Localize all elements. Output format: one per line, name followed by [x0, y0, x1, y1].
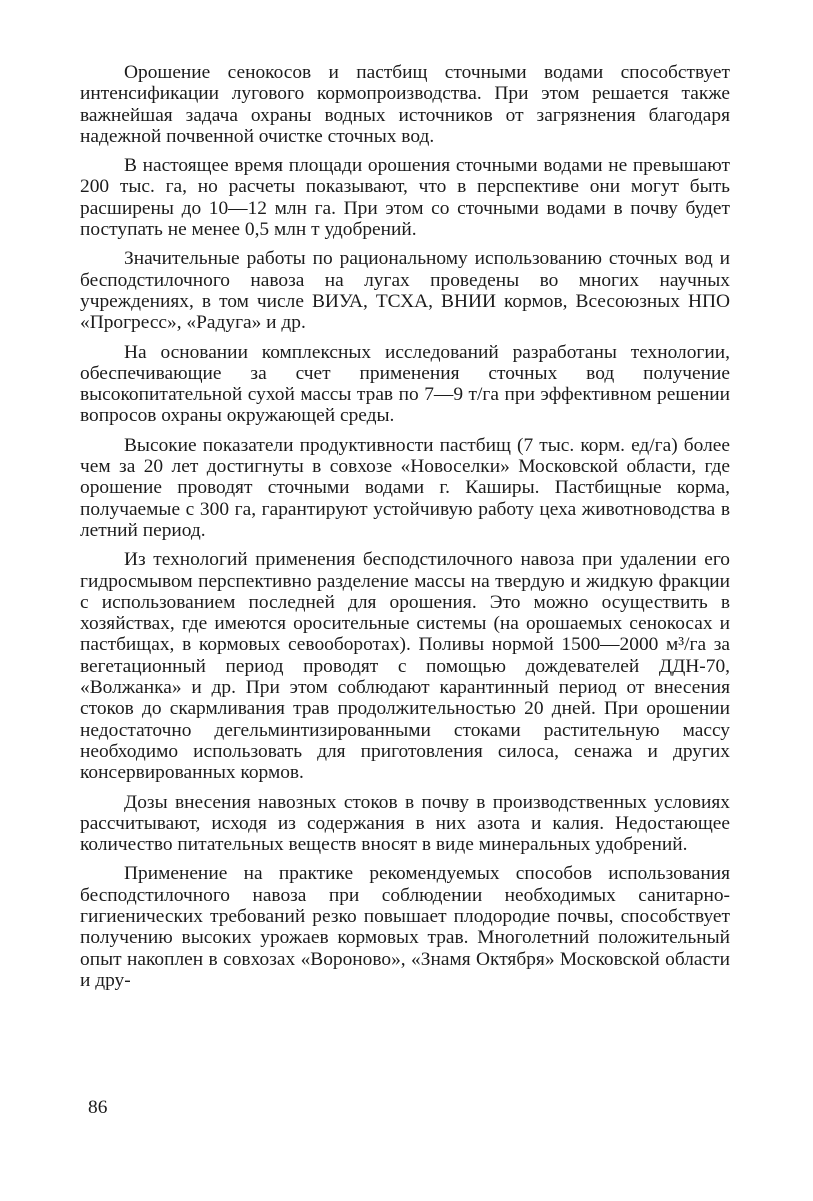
- paragraph-pasture-productivity: Высокие показатели продуктивности пастбищ (7 тыс. корм. ед/га) более чем за 20 лет достигнуты в совхозе «Новоселки» Московской области, где орошение проводят сточными водами г. Каширы. Пастбищные корма, получаемые с 300 га, гарантируют устойчивую работу цеха животноводства в летний период.: [80, 434, 730, 541]
- page-number: 86: [88, 1097, 108, 1118]
- paragraph-irrigation-area: В настоящее время площади орошения сточными водами не превышают 200 тыс. га, но расчеты показывают, что в перспективе они могут быть расширены до 10—12 млн га. При этом со сточными водами в почву будет поступать не менее 0,5 млн т удобрений.: [80, 155, 730, 241]
- paragraph-technologies: На основании комплексных исследований разработаны технологии, обеспечивающие за счет применения сточных вод получение высокопитательной сухой массы трав по 7—9 т/га при эффективном решении вопросов охраны окружающей среды.: [80, 341, 730, 427]
- paragraph-research-institutions: Значительные работы по рациональному использованию сточных вод и бесподстилочного навоза на лугах проведены во многих научных учреждениях, в том числе ВИУА, ТСХА, ВНИИ кормов, Всесоюзных НПО «Прогресс», «Радуга» и др.: [80, 248, 730, 334]
- paragraph-manure-technology: Из технологий применения бесподстилочного навоза при удалении его гидросмывом перспективно разделение массы на твердую и жидкую фракции с использованием последней для орошения. Это можно осуществить в хозяйствах, где имеются оросительные системы (на орошаемых сенокосах и пастбищах, в кормовых севооборотах). Поливы нормой 1500—2000 м³/га за вегетационный период проводят с помощью дождевателей ДДН-70, «Волжанка» и др. При этом соблюдают карантинный период от внесения стоков до скармливания трав продолжительностью 20 дней. При орошении недостаточно дегельминтизированными стоками растительную массу необходимо использовать для приготовления силоса, сенажа и других консервированных кормов.: [80, 549, 730, 784]
- paragraph-irrigation-benefits: Орошение сенокосов и пастбищ сточными водами способствует интенсификации лугового кормопроизводства. При этом решается также важнейшая задача охраны водных источников от загрязнения благодаря надежной почвенной очистке сточных вод.: [80, 62, 730, 147]
- paragraph-application-doses: Дозы внесения навозных стоков в почву в производственных условиях рассчитывают, исходя из содержания в них азота и калия. Недостающее количество питательных веществ вносят в виде минеральных удобрений.: [80, 791, 730, 856]
- paragraph-practical-application: Применение на практике рекомендуемых способов использования бесподстилочного навоза при соблюдении необходимых санитарно-гигиенических требований резко повышает плодородие почвы, способствует получению высоких урожаев кормовых трав. Многолетний положительный опыт накоплен в совхозах «Вороново», «Знамя Октября» Московской области и дру-: [80, 863, 730, 991]
- page-body: [80, 62, 730, 999]
